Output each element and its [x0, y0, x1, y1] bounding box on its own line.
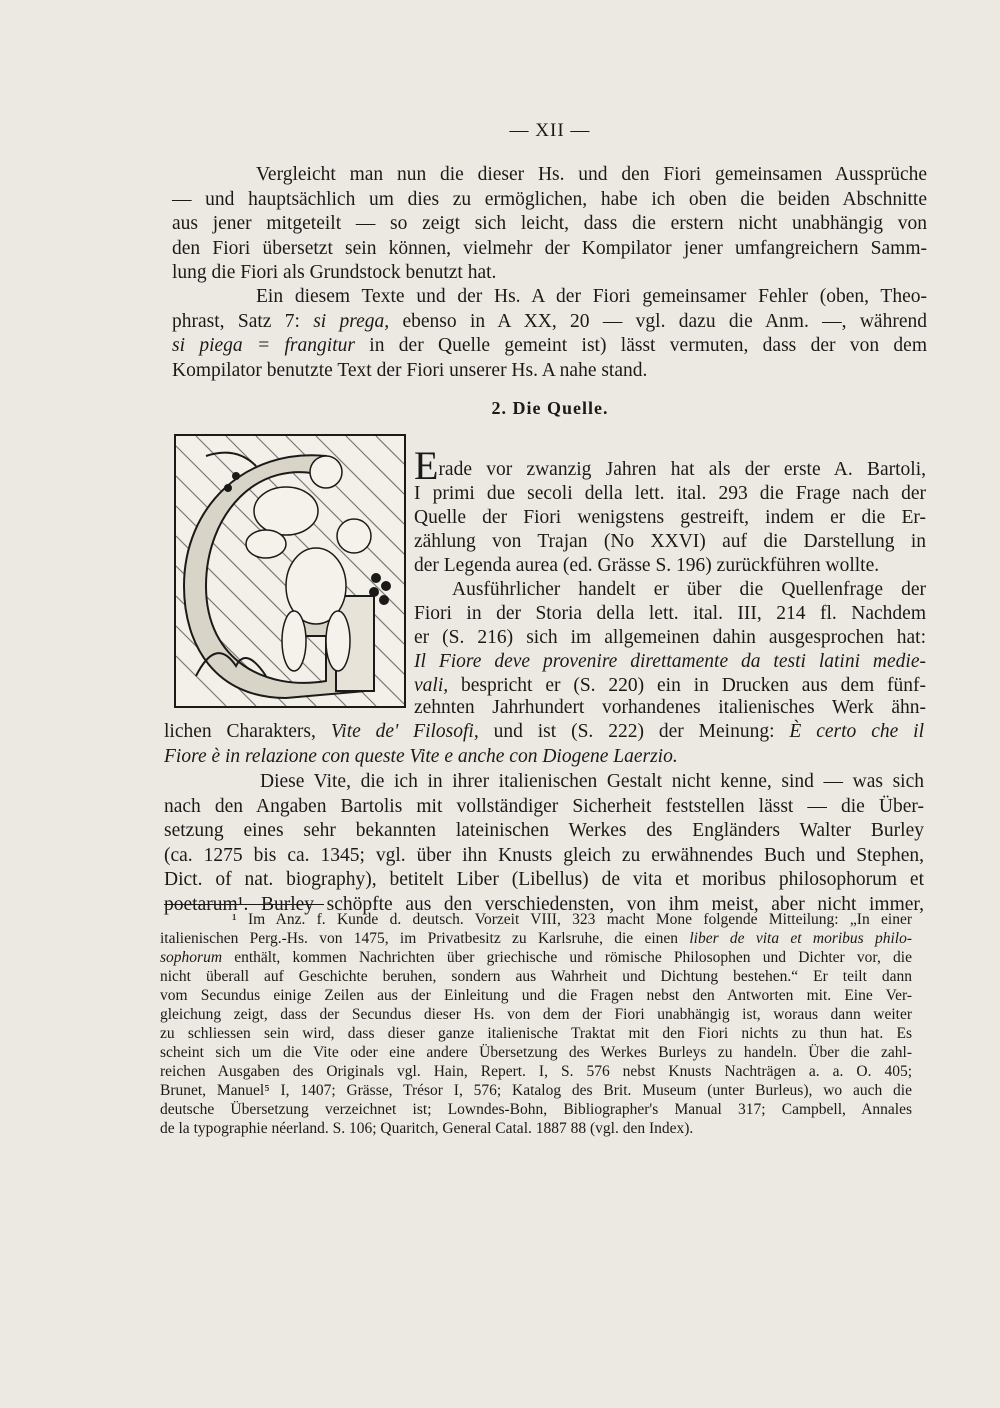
footnote-line: vom Secundus einige Zeilen aus der Einleitung und die Fragen nebst den Antworten mit. Eine Ver- — [160, 987, 912, 1004]
text-line: phrast, Satz 7: si prega, ebenso in A XX, 20 — vgl. dazu die Anm. —, während — [172, 310, 927, 332]
text-line: aus jener mitgeteilt — so zeigt sich leicht, dass die erstern nicht unabhängig von — [172, 213, 927, 234]
quelle-paragraph-full-width — [164, 720, 924, 769]
italic-quote: si piega = frangitur — [172, 335, 355, 356]
section-heading: 2. Die Quelle. — [491, 398, 609, 418]
text-line — [414, 650, 926, 674]
italic-quote: si prega, — [313, 310, 390, 332]
footnote-line: deutsche Übersetzung verzeichnet ist; Lowndes-Bohn, Bibliographer's Manual 317; Campbell, Annales — [160, 1101, 912, 1118]
footnote-line: gleichung zeigt, dass der Secundus dieser Hs. von dem der Fiori unabhängig ist, woraus dann weiter — [160, 1006, 912, 1023]
fehler-paragraph — [172, 285, 927, 383]
text-line — [164, 745, 924, 770]
text-line: Fiori in der Storia della lett. ital. III, 214 fl. Nachdem — [414, 603, 926, 624]
text-line: Diese Vite, die ich in ihrer italienischen Gestalt nicht kenne, sind — was sich — [260, 771, 924, 792]
text-line: er (S. 216) sich im allgemeinen dahin ausgesprochen hat: — [414, 627, 926, 648]
footnote-divider — [164, 904, 324, 905]
text-line: nach den Angaben Bartolis mit vollständiger Sicherheit feststellen lässt — die Über- — [164, 795, 924, 817]
intro-paragraph — [172, 163, 927, 286]
vite-paragraph — [164, 770, 924, 917]
text-line: I primi due secoli della lett. ital. 293 die Frage nach der — [414, 483, 926, 504]
text-line: der Legenda aurea (ed. Grässe S. 196) zurückführen wollte. — [414, 555, 880, 576]
footnote-line: Brunet, Manuel⁵ I, 1407; Grässe, Trésor I, 576; Katalog des Brit. Museum (unter Burleus), wo auch die — [160, 1082, 912, 1099]
text-line: (ca. 1275 bis ca. 1345; vgl. über ihn Knusts gleich zu erwähnendes Buch und Stephen, — [164, 844, 924, 866]
page-number: — XII — — [509, 120, 591, 141]
text-line: Vergleicht man nun die dieser Hs. und den Fiori gemeinsamen Aussprüche — [256, 164, 927, 185]
quelle-line-11 — [414, 696, 926, 721]
footnote — [160, 910, 912, 1138]
text-line: zehnten Jahrhundert vorhandenes italienisches Werk ähn- — [414, 697, 926, 718]
footnote-line: zu schliessen sein wird, dass dieser ganze italienische Traktat mit den Fiori nichts zu thun hat. Es — [160, 1025, 912, 1042]
putti-initial-g-image — [176, 436, 404, 706]
text-line: den Fiori übersetzt sein können, vielmehr der Kompilator jener umfangreichern Samm- — [172, 237, 927, 259]
footnote-line: sophorum enthält, kommen Nachrichten über griechische und römische Philosophen und Dichter vor, die — [160, 949, 912, 966]
italic-quote: Fiore è in relazione con queste Vite e anche con Diogene Laerzio. — [164, 745, 678, 767]
italic-quote: Il Fiore deve provenire direttamente da testi latini medie- — [414, 651, 926, 672]
text-line: Kompilator benutzte Text der Fiori unserer Hs. A nahe stand. — [172, 359, 648, 381]
text-line: zählung von Trajan (No XXVI) auf die Darstellung in — [414, 531, 926, 552]
text-line: poetarum¹. Burley schöpfte aus den verschiedensten, von ihm meist, aber nicht immer, — [164, 893, 924, 915]
decorated-initial-illustration — [174, 434, 406, 708]
italic-quote: Vite de' Filosofi, — [330, 721, 479, 742]
text-line: Dict. of nat. biography), betitelt Liber (Libellus) de vita et moribus philosophorum et — [164, 869, 924, 890]
footnote-line: scheint sich um die Vite oder eine andere Übersetzung des Werkes Burleys zu handeln. Über die zahl- — [160, 1044, 912, 1061]
text-line: Ausführlicher handelt er über die Quellenfrage der — [452, 579, 926, 600]
quelle-paragraph-beside-initial — [414, 443, 926, 698]
text-line: — und hauptsächlich um dies zu ermöglichen, habe ich oben die beiden Abschnitte — [172, 188, 927, 210]
text-line: Ein diesem Texte und der Hs. A der Fiori gemeinsamer Fehler (oben, Theo- — [256, 286, 927, 307]
text-line: lung die Fiori als Grundstock benutzt hat. — [172, 262, 497, 283]
text-line: vali, bespricht er (S. 220) ein in Drucken aus dem fünf- — [414, 675, 926, 696]
text-line: Erade vor zwanzig Jahren hat als der erste A. Bartoli, — [414, 443, 926, 488]
text-line: si piega = frangitur in der Quelle gemeint ist) lässt vermuten, dass der von dem — [172, 335, 927, 356]
italic-quote: vali, — [414, 675, 449, 696]
footnote-line: reichen Ausgaben des Originals vgl. Hain, Repert. I, S. 576 nebst Knusts Nachträgen a. a. O. 405; — [160, 1063, 912, 1080]
italic-quote: È certo che il — [789, 721, 924, 742]
footnote-line: nicht überall auf Geschichte beruhen, sondern aus Wahrheit und Dichtung bestehen.“ Er teilt dann — [160, 968, 912, 985]
text-line: Quelle der Fiori wenigstens gestreift, indem er die Er- — [414, 507, 926, 528]
footnote-line: ¹ Im Anz. f. Kunde d. deutsch. Vorzeit VIII, 323 macht Mone folgende Mitteilung: „In einer — [232, 911, 912, 928]
text-line: lichen Charakters, Vite de' Filosofi, und ist (S. 222) der Meinung: È certo che il — [164, 721, 924, 742]
text-line: setzung eines sehr bekannten lateinischen Werkes des Engländers Walter Burley — [164, 820, 924, 841]
footnote-line: de la typographie néerland. S. 106; Quaritch, General Catal. 1887 88 (vgl. den Index). — [160, 1120, 694, 1137]
footnote-line: italienischen Perg.-Hs. von 1475, im Privatbesitz zu Karlsruhe, die einen liber de vita et moribus philo- — [160, 930, 913, 947]
